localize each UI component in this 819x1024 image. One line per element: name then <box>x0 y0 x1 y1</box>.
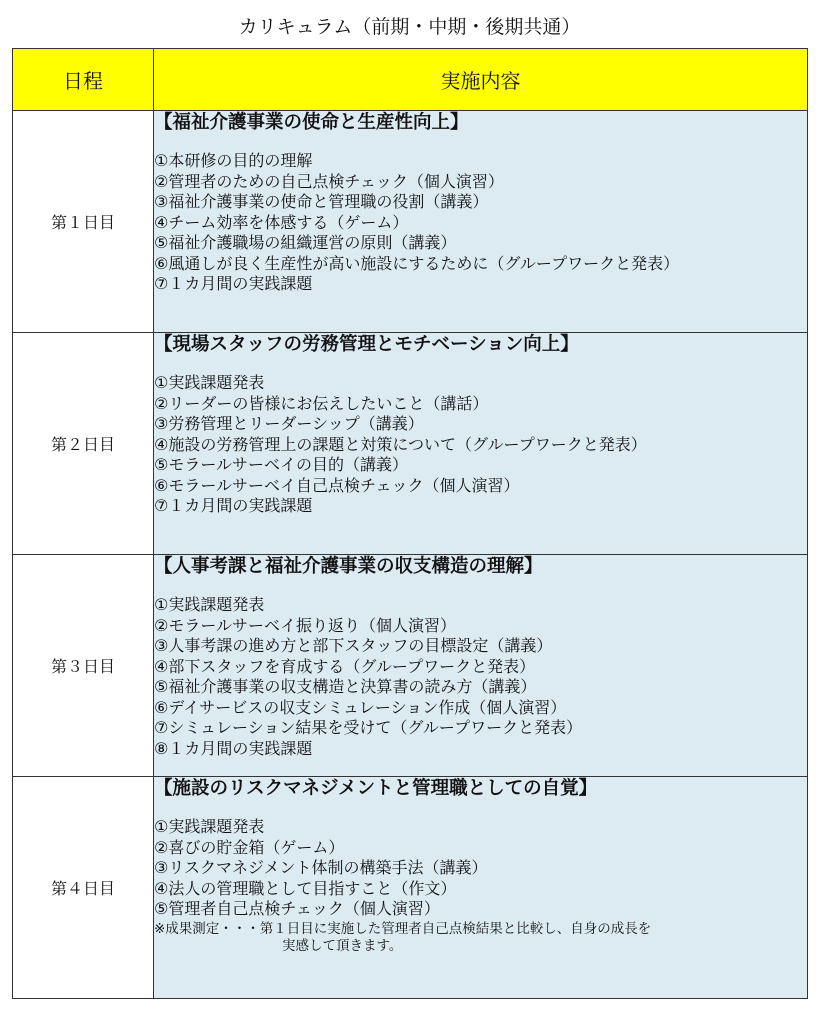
list-item: ⑤管理者自己点検チェック（個人演習） <box>154 899 440 918</box>
list-item: ③労務管理とリーダーシップ（講義） <box>154 414 424 433</box>
list-item: ⑦シミュレーション結果を受けて（グループワークと発表） <box>154 718 583 737</box>
table-row-day-2 <box>13 333 808 555</box>
list-item: ③人事考課の進め方と部下スタッフの目標設定（講義） <box>154 636 553 655</box>
section-title: 【施設のリスクマネジメントと管理職としての自覚】 <box>154 778 598 799</box>
item-list <box>154 595 807 759</box>
list-item: ⑦１カ月間の実践課題 <box>154 274 313 293</box>
table-header-row <box>13 49 808 111</box>
header-day: 日程 <box>13 49 154 111</box>
item-list <box>154 151 807 295</box>
day-label: 第１日目 <box>13 111 154 333</box>
section-title: 【福祉介護事業の使命と生産性向上】 <box>154 112 469 133</box>
list-item: ⑦１カ月間の実践課題 <box>154 496 313 515</box>
list-item: ③福祉介護事業の使命と管理職の役割（講義） <box>154 192 489 211</box>
list-item: ②モラールサーベイ振り返り（個人演習） <box>154 615 457 635</box>
section-title: 【現場スタッフの労務管理とモチベーション向上】 <box>154 334 579 355</box>
list-item: ②管理者のための自己点検チェック（個人演習） <box>154 171 504 191</box>
note-text: ※成果測定・・・第１日目に実施した管理者自己点検結果と比較し、自身の成長を <box>154 920 652 937</box>
list-item: ⑥デイサービスの収支シミュレーション作成（個人演習） <box>154 697 567 717</box>
list-item: ①実践課題発表 <box>154 817 265 836</box>
section-title: 【人事考課と福祉介護事業の収支構造の理解】 <box>154 556 543 577</box>
list-item: ④チーム効率を体感する（ゲーム） <box>154 212 409 232</box>
list-item: ⑧１カ月間の実践課題 <box>154 738 313 758</box>
list-item: ①実践課題発表 <box>154 373 265 392</box>
list-item: ⑥風通しが良く生産性が高い施設にするために（グループワークと発表） <box>154 253 680 273</box>
list-item: ⑤モラールサーベイの目的（講義） <box>154 455 409 474</box>
table-row-day-1 <box>13 111 808 333</box>
table-row-day-3 <box>13 555 808 777</box>
note-text-continued: 実感して頂きます。 <box>282 937 403 954</box>
list-item: ⑥モラールサーベイ自己点検チェック（個人演習） <box>154 475 520 495</box>
item-list <box>154 373 807 517</box>
list-item: ④法人の管理職として目指すこと（作文） <box>154 878 457 898</box>
day-label: 第４日目 <box>13 777 154 999</box>
list-item: ②リーダーの皆様にお伝えしたいこと（講話） <box>154 393 489 413</box>
table-row-day-4 <box>13 777 808 999</box>
list-item: ③リスクマネジメント体制の構築手法（講義） <box>154 858 488 877</box>
content-cell <box>154 333 808 555</box>
list-item: ④部下スタッフを育成する（グループワークと発表） <box>154 656 536 676</box>
day-label: 第２日目 <box>13 333 154 555</box>
list-item: ②喜びの貯金箱（ゲーム） <box>154 837 345 857</box>
day-label: 第３日目 <box>13 555 154 777</box>
list-item: ⑤福祉介護職場の組織運営の原則（講義） <box>154 233 457 252</box>
page-title: カリキュラム（前期・中期・後期共通） <box>238 16 581 38</box>
list-item: ④施設の労務管理上の課題と対策について（グループワークと発表） <box>154 434 647 454</box>
content-cell <box>154 555 808 777</box>
item-list <box>154 817 807 920</box>
curriculum-table <box>12 48 808 999</box>
content-cell <box>154 777 808 999</box>
list-item: ⑤福祉介護事業の収支構造と決算書の読み方（講義） <box>154 677 537 696</box>
header-content: 実施内容 <box>154 49 808 111</box>
list-item: ①本研修の目的の理解 <box>154 151 313 170</box>
content-cell <box>154 111 808 333</box>
list-item: ①実践課題発表 <box>154 595 265 614</box>
